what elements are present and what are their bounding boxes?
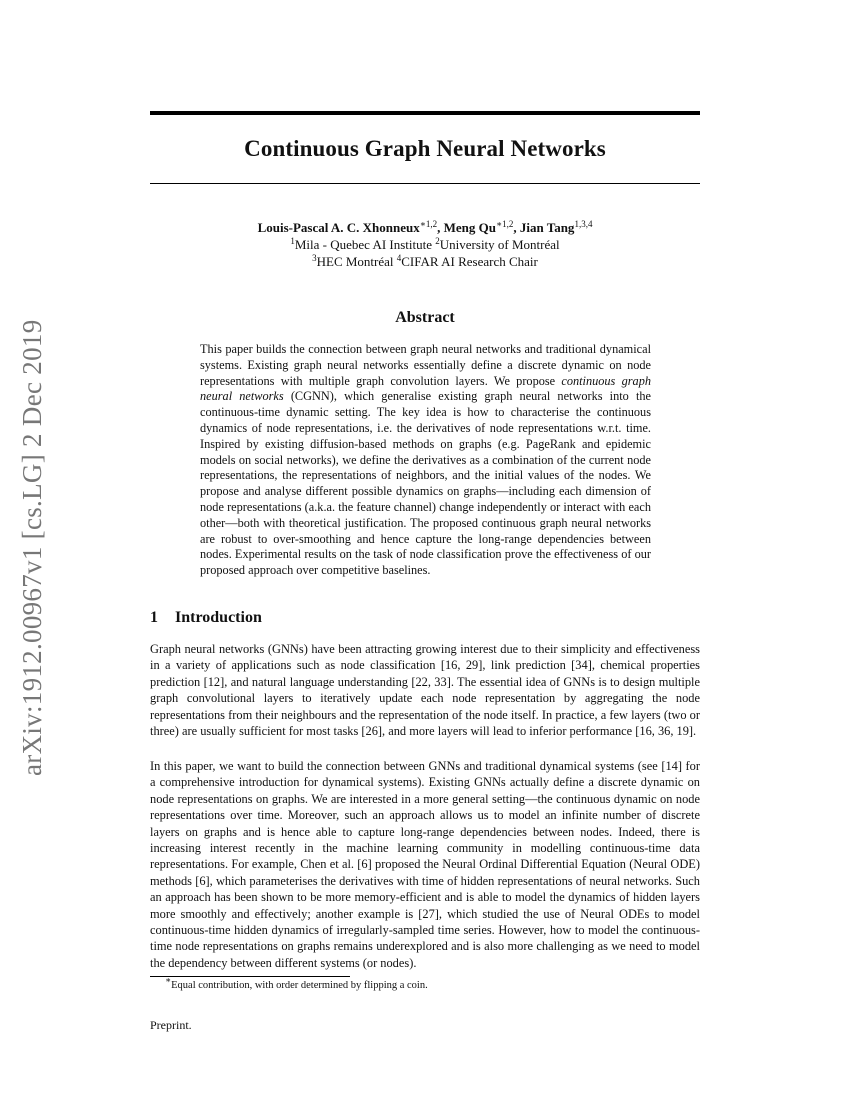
preprint-label: Preprint. — [150, 1018, 192, 1032]
author-name: Meng Qu — [443, 220, 496, 235]
author-name: Louis-Pascal A. C. Xhonneux — [257, 220, 420, 235]
abstract-heading: Abstract — [395, 309, 455, 326]
author-names: Louis-Pascal A. C. Xhonneux$^{∗1,2}$, Meng $Qu^{∗1,2}$, Jian Tang$^{1,3,4}$ — [257, 219, 593, 235]
affiliation-mark: 2 — [435, 236, 440, 246]
affiliation-mark: 3 — [312, 253, 317, 263]
affiliation-mark: 1 — [290, 236, 295, 246]
affiliation-line — [150, 236, 700, 253]
intro-paragraph-2: In this paper, we want to build the connection between GNNs and traditional dynamical systems (see [14] for a comprehensive introduction for dynamical systems). Existing GNNs actually define a discrete dynamic on node representations on graphs. We are interested in a more general setting—the continuous dynamic on node representations over time. Moreover, such an approach allows us to model an infinite number of discrete layers on graphs and is hence able to capture long-range dependencies between nodes. Indeed, there is increasing interest recently in the machine learning community in modelling continuous-time data representations. For example, Chen et al. [6] proposed the Neural Ordinal Differential Equation (Neural ODE) methods [6], which parameterises the derivatives with time of hidden representations of neural networks. Such an approach has been shown to be more memory-efficient and is able to model the dynamics of hidden layers more smoothly and effectively; another example is [27], which studied the use of Neural ODEs to model continuous-time hidden dynamics of irregularly-sampled time series. However, how to model the continuous-time node representations on graphs remains underexplored and is also more challenging as we need to model the dependency between different systems (or nodes). — [150, 759, 700, 970]
footnote — [165, 975, 428, 991]
abstract-part: (CGNN), which generalise existing graph neural networks into the continuous-time dynamic setting. The key idea is how to characterise the continuous dynamics of node representations, i.e. the derivatives of node representations w.r.t. time. Inspired by existing diffusion-based methods on graphs (e.g. PageRank and epidemic models on social networks), we define the derivatives as a combination of the current node representations, the representations of neighbors, and the initial values of the nodes. We propose and analyse different possible dynamics on graphs—including each dimension of node representations (a.k.a. the feature channel) change independently or interact with each other—both with theoretical justification. The proposed continuous graph neural networks are robust to over-smoothing and hence capture the long-range dependencies between nodes. Experimental results on the task of node classification prove the effectiveness of our proposed approach over competitive baselines. — [200, 389, 651, 578]
affiliation-mark: 4 — [396, 253, 402, 263]
footnote-rule — [150, 976, 350, 977]
abstract-text — [200, 342, 651, 579]
section-title: Introduction — [175, 609, 262, 626]
author-mark: 1,3,4 — [574, 219, 593, 229]
section-number: 1 — [150, 609, 158, 626]
affiliation: CIFAR AI Research Chair — [401, 254, 538, 269]
arxiv-stamp: arXiv:1912.00967v1 [cs.LG] 2 Dec 2019 — [17, 319, 47, 776]
section-heading — [150, 609, 262, 627]
title-top-rule — [150, 111, 700, 115]
title-bottom-rule — [150, 183, 700, 184]
author-block — [150, 219, 700, 270]
affiliation: HEC Montréal — [316, 254, 394, 269]
affiliation: Mila - Quebec AI Institute — [294, 237, 433, 252]
abstract-part: This paper builds the connection between graph neural networks and traditional dynamical systems. Existing graph neural networks essentially define a discrete dynamic on node representations with multiple graph convolution layers. We propose — [200, 342, 651, 388]
author-mark: ∗1,2 — [419, 219, 438, 229]
affiliation-line — [150, 253, 700, 270]
abstract-emphasis: continuous graph neural networks — [200, 373, 651, 404]
paper-title: Continuous Graph Neural Networks — [244, 136, 606, 161]
intro-paragraph-1: Graph neural networks (GNNs) have been attracting growing interest due to their simplicity and effectiveness in a variety of applications such as node classification [16, 29], link prediction [34], chemical properties prediction [12], and natural language understanding [22, 33]. The essential idea of GNNs is to design multiple graph convolutional layers to iteratively update each node representation by aggregating the node representations from their neighbours and the representation of the node itself. In practice, a few layers (two or three) are usually sufficient for most tasks [26], and more layers will lead to inferior performance [16, 36, 19]. — [150, 642, 700, 739]
footnote-text: Equal contribution, with order determined by flipping a coin. — [171, 980, 428, 991]
author-mark: ∗1,2 — [495, 219, 514, 229]
author-name: Jian Tang — [519, 220, 575, 235]
footnote-mark: ∗ — [165, 975, 172, 985]
affiliation: University of Montréal — [439, 237, 560, 252]
